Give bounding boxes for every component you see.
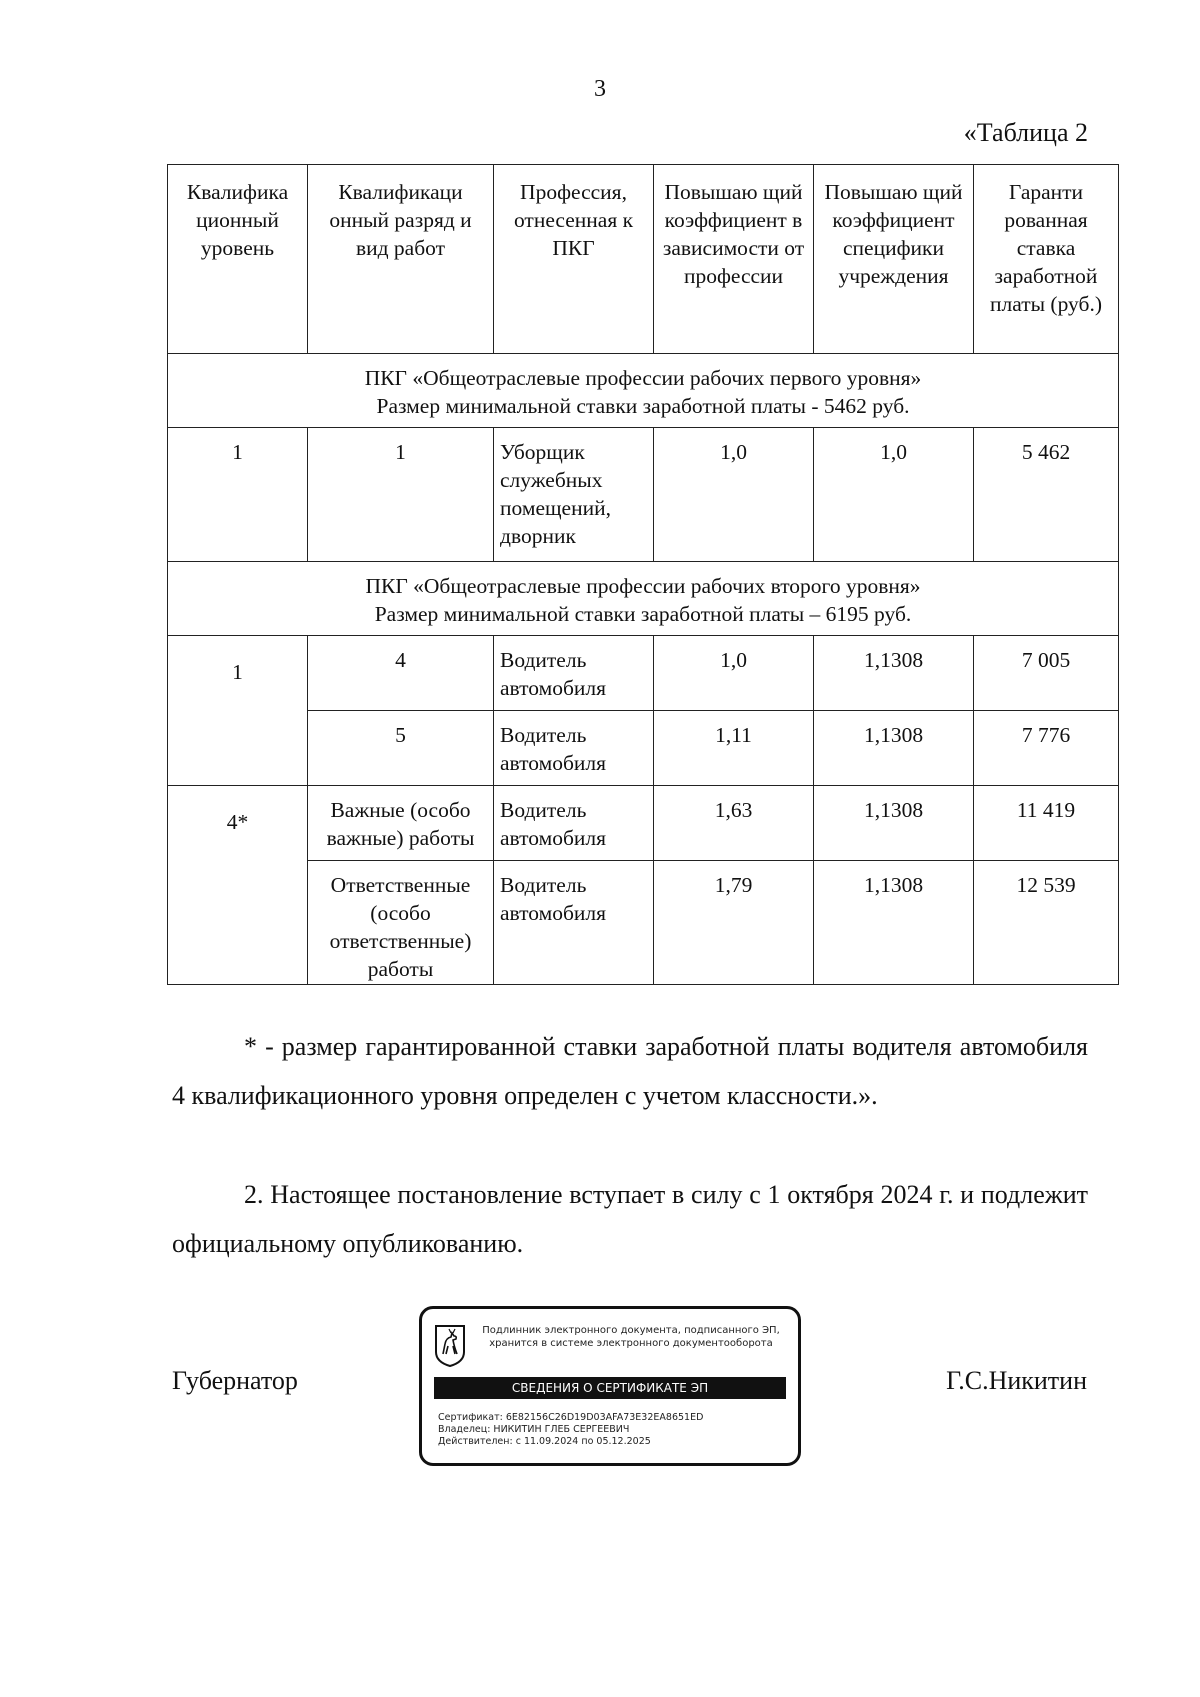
group-heading	[168, 562, 1119, 636]
profession-cell: Водитель автомобиля	[494, 786, 654, 861]
level-cell: 1	[168, 636, 308, 786]
certificate-validity: Действителен: с 11.09.2024 по 05.12.2025	[438, 1436, 651, 1447]
stamp-text-line1: Подлинник электронного документа, подписанного ЭП,	[482, 1325, 780, 1336]
profession-cell: Водитель автомобиля	[494, 861, 654, 985]
group-heading-row	[168, 562, 1119, 636]
table-row	[168, 786, 1119, 861]
electronic-signature-stamp	[419, 1306, 801, 1466]
page-number: 3	[594, 76, 606, 102]
coef-institution-cell: 1,1308	[814, 861, 974, 985]
signer-title: Губернатор	[172, 1366, 298, 1395]
table-header-row	[168, 165, 1119, 354]
stamp-text-line2: хранится в системе электронного документооборота	[489, 1338, 773, 1349]
grade-cell: 4	[308, 636, 494, 711]
coef-profession-cell: 1,11	[654, 711, 814, 786]
coef-profession-cell: 1,79	[654, 861, 814, 985]
grade-cell: Ответственные (особо ответственные) работы	[308, 861, 494, 985]
certificate-number: Сертификат: 6E82156C26D19D03AFA73E32EA8651ED	[438, 1412, 704, 1423]
header-cell: Повышаю щий коэффициент в зависимости от профессии	[654, 165, 814, 354]
rate-cell: 11 419	[974, 786, 1119, 861]
certificate-owner: Владелец: НИКИТИН ГЛЕБ СЕРГЕЕВИЧ	[438, 1424, 630, 1435]
rate-cell: 7 776	[974, 711, 1119, 786]
coef-profession-cell: 1,0	[654, 428, 814, 562]
rate-cell: 7 005	[974, 636, 1119, 711]
profession-cell: Уборщик служебных помещений, дворник	[494, 428, 654, 562]
stamp-certificate-details	[438, 1412, 703, 1448]
paragraph-2	[172, 1170, 1088, 1268]
coat-of-arms-icon	[434, 1324, 466, 1368]
signer-name: Г.С.Никитин	[946, 1366, 1087, 1395]
table-row	[168, 711, 1119, 786]
grade-cell: 5	[308, 711, 494, 786]
header-cell: Квалифика ционный уровень	[168, 165, 308, 354]
coef-institution-cell: 1,1308	[814, 636, 974, 711]
rate-cell: 12 539	[974, 861, 1119, 985]
group-min-rate: Размер минимальной ставки заработной платы - 5462 руб.	[376, 394, 910, 418]
table-row	[168, 428, 1119, 562]
coef-institution-cell: 1,0	[814, 428, 974, 562]
table-caption: «Таблица 2	[963, 118, 1088, 147]
profession-cell: Водитель автомобиля	[494, 636, 654, 711]
footnote	[172, 1022, 1088, 1120]
rate-cell: 5 462	[974, 428, 1119, 562]
table-row	[168, 861, 1119, 985]
stamp-certificate-heading: СВЕДЕНИЯ О СЕРТИФИКАТЕ ЭП	[434, 1377, 786, 1399]
header-cell: Квалификаци онный разряд и вид работ	[308, 165, 494, 354]
coef-profession-cell: 1,0	[654, 636, 814, 711]
coef-profession-cell: 1,63	[654, 786, 814, 861]
header-cell: Гаранти рованная ставка заработной платы (руб.)	[974, 165, 1119, 354]
table-row	[168, 636, 1119, 711]
group-min-rate: Размер минимальной ставки заработной платы – 6195 руб.	[374, 602, 912, 626]
level-cell: 4*	[168, 786, 308, 985]
coef-institution-cell: 1,1308	[814, 786, 974, 861]
level-cell: 1	[168, 428, 308, 562]
header-cell: Профессия, отнесенная к ПКГ	[494, 165, 654, 354]
wage-table	[167, 164, 1119, 985]
paragraph-2-text: 2. Настоящее постановление вступает в силу с 1 октября 2024 г. и подлежит официальному опубликованию.	[172, 1180, 1088, 1258]
group-heading-row	[168, 354, 1119, 428]
group-title: ПКГ «Общеотраслевые профессии рабочих второго уровня»	[365, 574, 921, 598]
profession-cell: Водитель автомобиля	[494, 711, 654, 786]
group-title: ПКГ «Общеотраслевые профессии рабочих первого уровня»	[364, 366, 922, 390]
grade-cell: 1	[308, 428, 494, 562]
coef-institution-cell: 1,1308	[814, 711, 974, 786]
footnote-text: * - размер гарантированной ставки заработной платы водителя автомобиля 4 квалификационного уровня определен с учетом классности.».	[172, 1032, 1088, 1110]
grade-cell: Важные (особо важные) работы	[308, 786, 494, 861]
header-cell: Повышаю щий коэффициент специфики учреждения	[814, 165, 974, 354]
group-heading	[168, 354, 1119, 428]
